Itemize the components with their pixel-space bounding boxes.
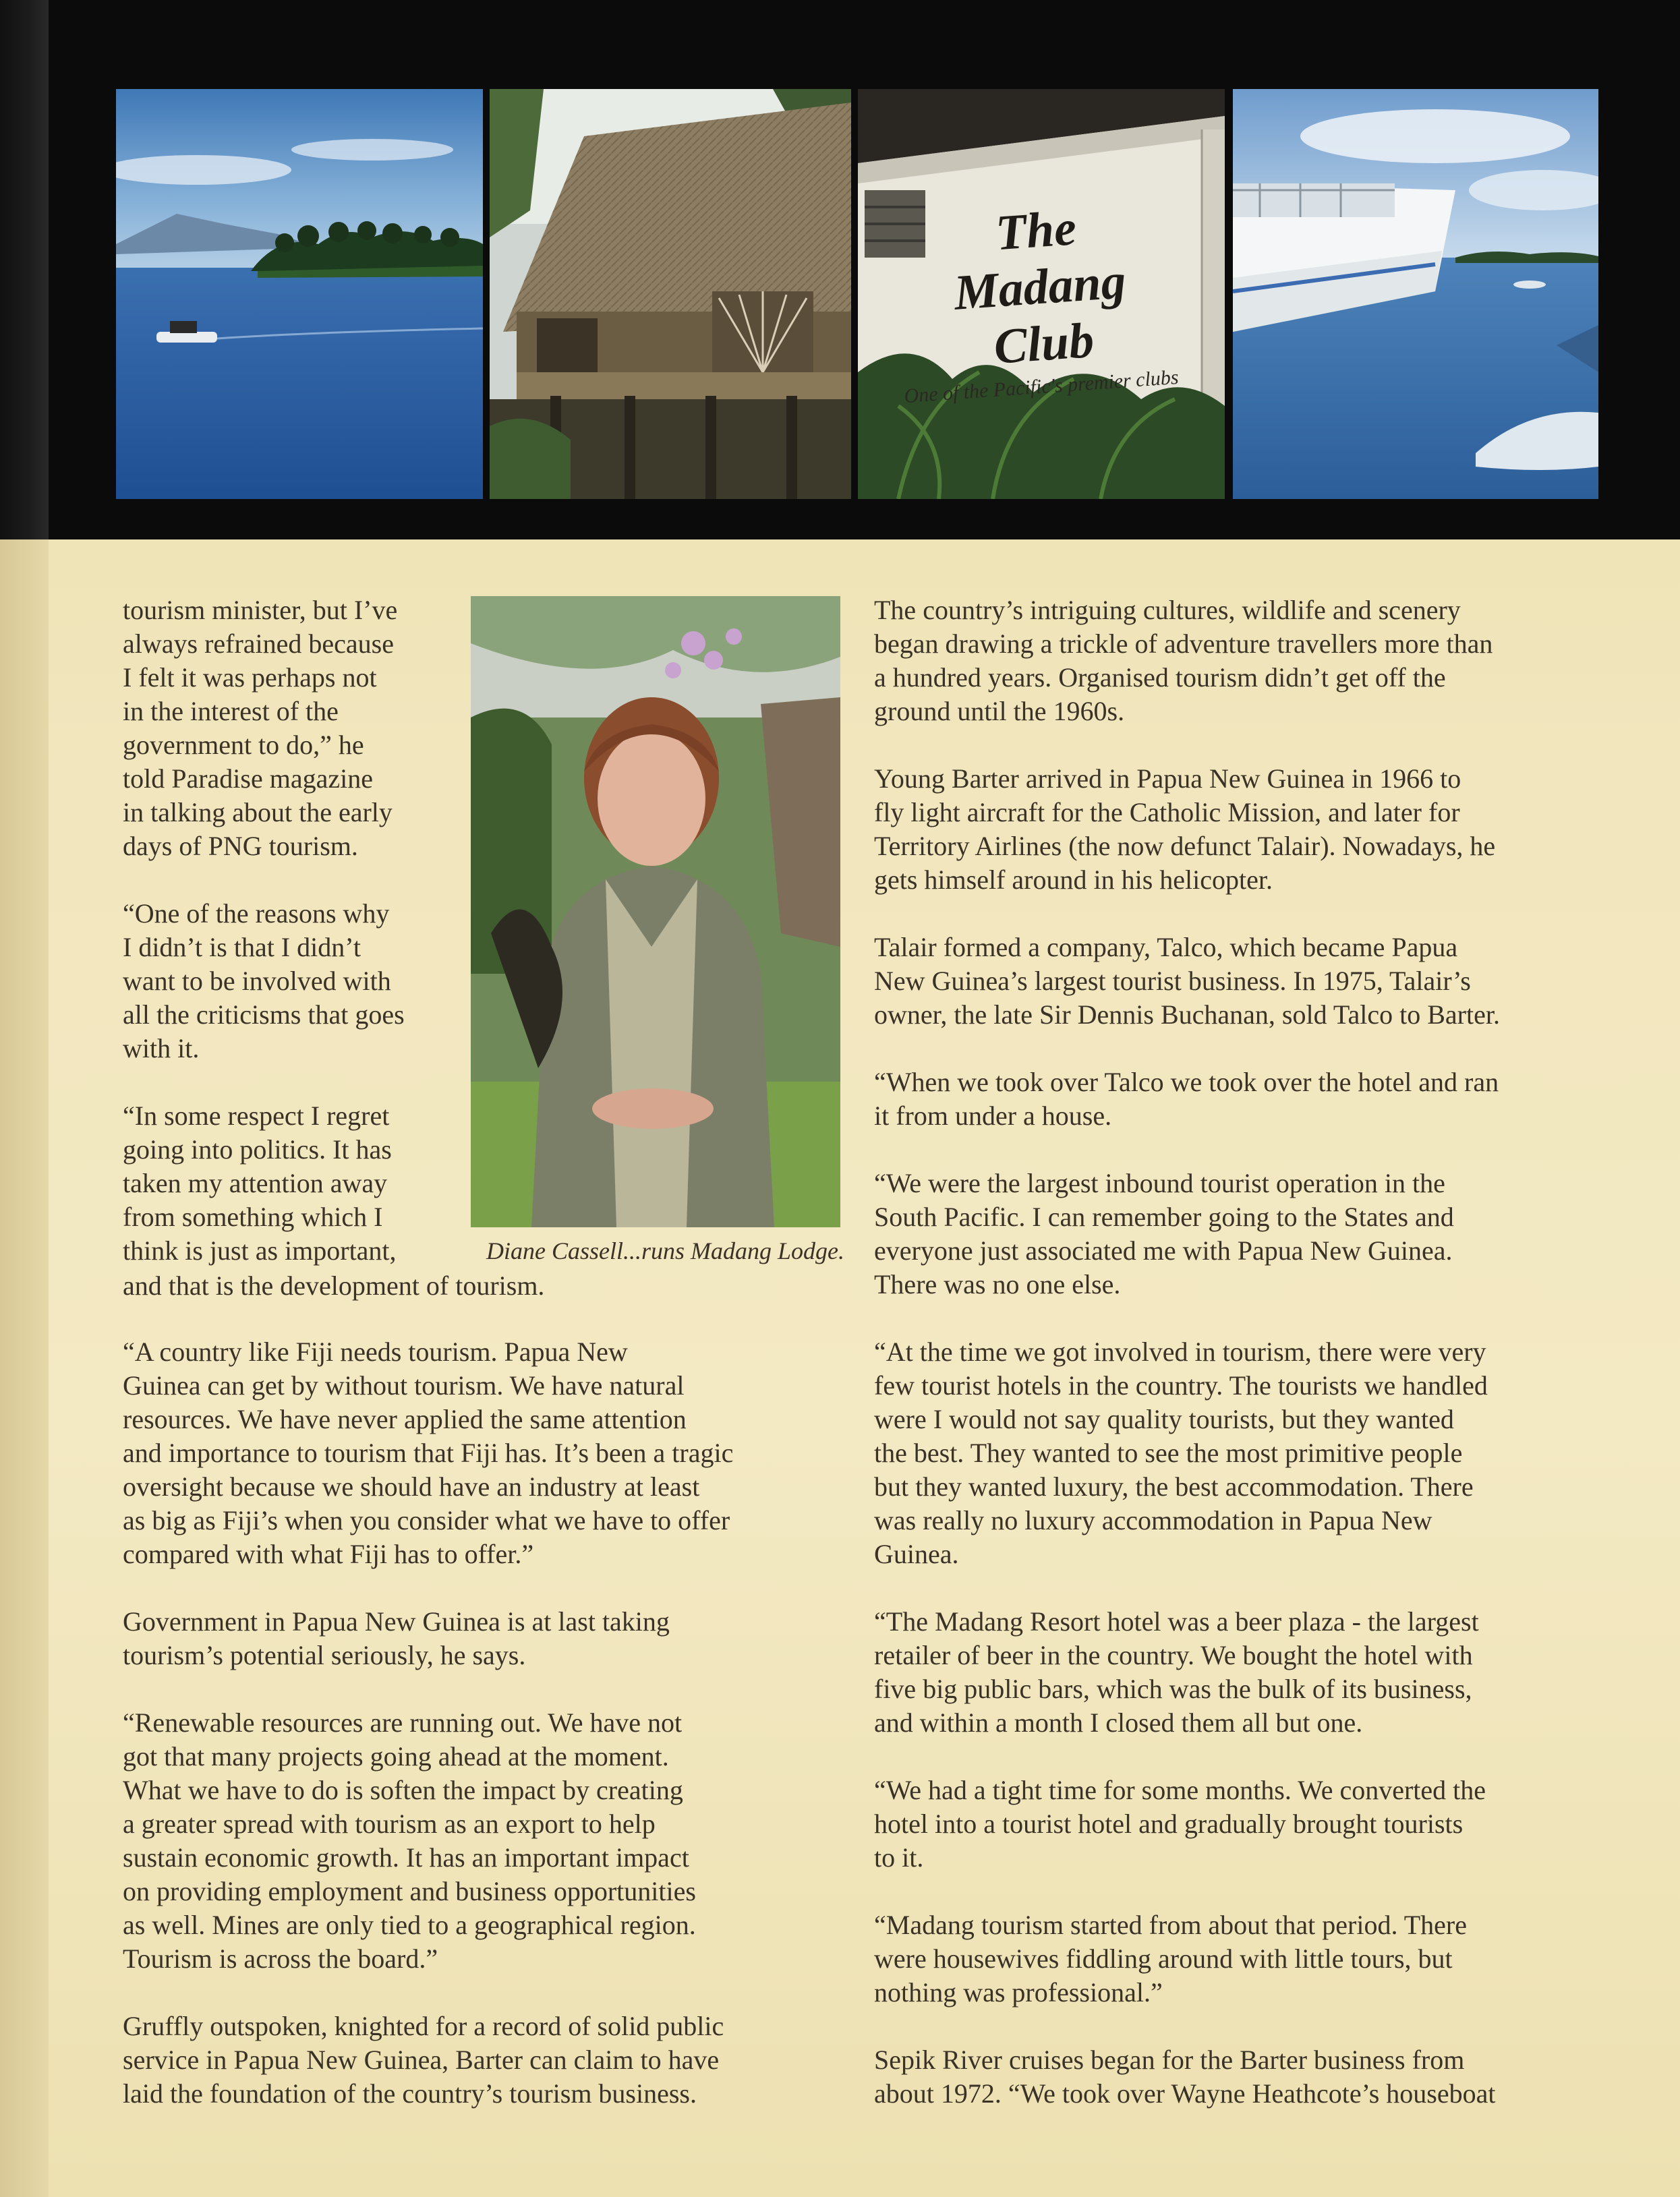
paragraph: “We had a tight time for some months. We converted the hotel into a tourist hotel and gradually brought tourists to it.: [874, 1775, 1486, 1873]
paragraph: “A country like Fiji needs tourism. Papua New Guinea can get by without tourism. We have natural resources. We have never applied the same attention and importance to tourism that Fiji has. It’s been a tragic oversight because we should have an industry at least as big as Fiji’s when you consider what we have to offer compared with what Fiji has to offer.”: [123, 1337, 734, 1569]
club-sign-subtitle: One of the Pacific's premier clubs: [903, 365, 1180, 408]
photo-island-boat: [116, 89, 483, 499]
paragraph: “One of the reasons why I didn’t is that I didn’t want to be involved with all the criticisms that goes with it.: [123, 898, 405, 1063]
paragraph: “Madang tourism started from about that period. There were housewives fiddling around with little tours, but nothing was professional.”: [874, 1910, 1468, 2008]
club-sign-text: [858, 200, 1225, 408]
club-sign-title: The Madang Club: [952, 200, 1128, 375]
paragraph: “Renewable resources are running out. We have not got that many projects going ahead at the moment. What we have to do is soften the impact by creating a greater spread with tourism as an export to help sustain economic growth. It has an important impact on providing employment and business opportunities as well. Mines are only tied to a geographical region. Tourism is across the board.”: [123, 1707, 696, 1974]
paragraph: tourism minister, but I’ve always refrained because I felt it was perhaps not in the interest of the government to do,” he told Paradise magazine in talking about the early days of PNG tourism.: [123, 595, 398, 861]
article-left-column: [123, 1335, 851, 2144]
binding-edge-lower: [0, 539, 49, 2197]
portrait-photo: [471, 596, 840, 1227]
paragraph-continuation: and that is the development of tourism.: [123, 1270, 545, 1301]
article-left-wrapped: [123, 593, 460, 1268]
paragraph: The country’s intriguing cultures, wildlife and scenery began drawing a trickle of adventure travellers more than a hundred years. Organised tourism didn’t get off the ground until the 1960s.: [874, 595, 1493, 726]
article-right-column: [874, 593, 1616, 2144]
portrait-caption: Diane Cassell...runs Madang Lodge.: [486, 1237, 844, 1264]
paragraph: Sepik River cruises began for the Barter business from about 1972. “We took over Wayne Heathcote’s houseboat: [874, 2045, 1496, 2109]
paragraph: “We were the largest inbound tourist operation in the South Pacific. I can remember going to the States and everyone just associated me with Papua New Guinea. There was no one else.: [874, 1168, 1454, 1299]
paragraph: “The Madang Resort hotel was a beer plaza - the largest retailer of beer in the country. We bought the hotel with five big public bars, which was the bulk of its business, and within a month I closed them all but one.: [874, 1606, 1479, 1738]
photo-cruise-boat: [1233, 89, 1598, 499]
paragraph: “In some respect I regret going into politics. It has taken my attention away from something which I think is just as important,: [123, 1101, 397, 1266]
article-left-tail: [123, 1269, 851, 1303]
paragraph: “At the time we got involved in tourism, there were very few tourist hotels in the country. The tourists we handled were I would not say quality tourists, but they wanted the best. They wanted to see the most primitive people but they wanted luxury, the best accommodation. There was really no luxury accommodation in Papua New Guinea.: [874, 1337, 1488, 1569]
paragraph: “When we took over Talco we took over the hotel and ran it from under a house.: [874, 1067, 1499, 1131]
paragraph: Talair formed a company, Talco, which became Papua New Guinea’s largest tourist business. In 1975, Talair’s owner, the late Sir Dennis Buchanan, sold Talco to Barter.: [874, 932, 1500, 1030]
photo-thatched-hut: [490, 89, 851, 499]
paragraph: Young Barter arrived in Papua New Guinea in 1966 to fly light aircraft for the Catholic Mission, and later for Territory Airlines (the now defunct Talair). Nowadays, he gets himself around in his helicopter.: [874, 763, 1496, 895]
paragraph: Gruffly outspoken, knighted for a record of solid public service in Papua New Guinea, Barter can claim to have laid the foundation of the country’s tourism business.: [123, 2011, 724, 2109]
paragraph: Government in Papua New Guinea is at last taking tourism’s potential seriously, he says.: [123, 1606, 670, 1670]
